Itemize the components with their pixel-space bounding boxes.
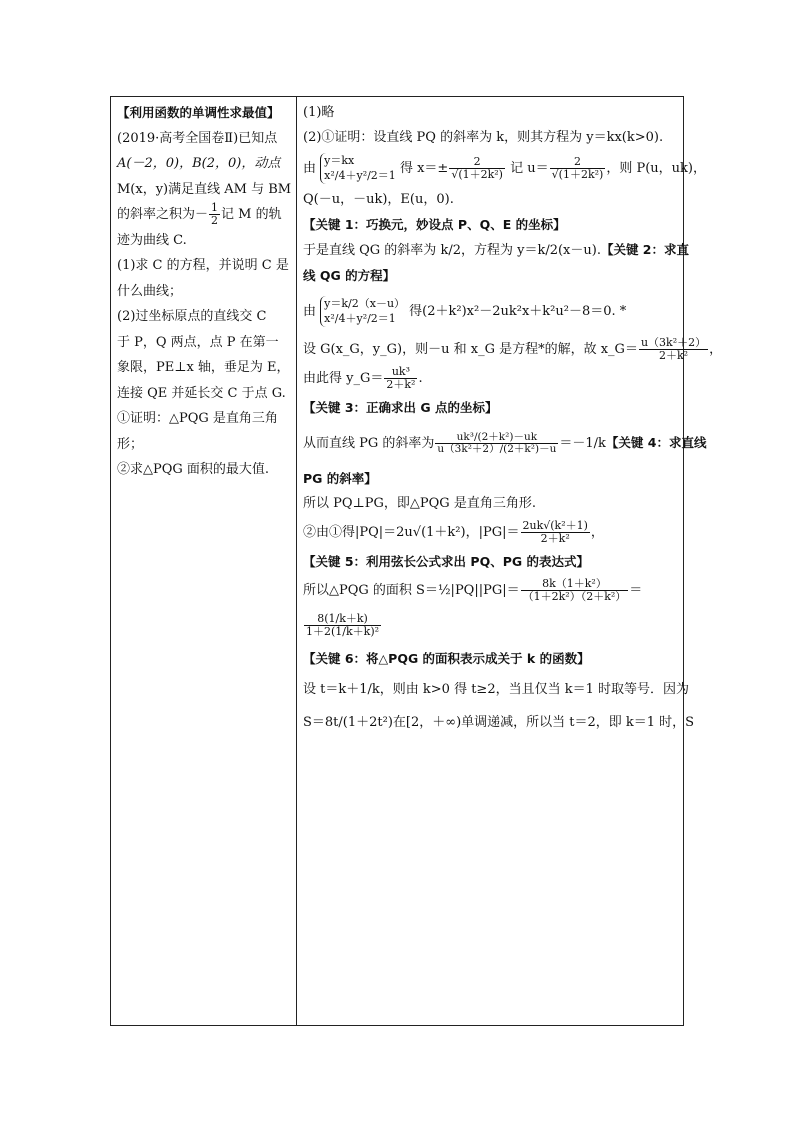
problem-line: 于 P，Q 两点，点 P 在第一	[117, 334, 279, 350]
solution-line: $\frac{8(1/k+k)}{\text{1＋2(1/k＋k)²}}$	[306, 612, 380, 638]
key-point: 【关键 4：求直线	[605, 434, 707, 450]
solution-line: 所以 PQ⊥PG，即△PQG 是直角三角形.	[303, 495, 536, 511]
problem-line: ①证明：△PQG 是直角三角	[117, 411, 278, 426]
solution-line: 于是直线 QG 的斜率为 k/2，方程为 y＝k/2(x－u).【关键 2：求直	[303, 241, 690, 258]
solution-line: 设 t＝k＋1/k，则由 k>0 得 t≥2，当且仅当 k＝1 时取等号．因为	[303, 681, 690, 697]
key-point: 【关键 6：将△PQG 的面积表示成关于 k 的函数】	[303, 650, 590, 666]
problem-line: A(－2，0)，B(2，0)，动点	[117, 156, 281, 171]
key-point: 【关键 3：正确求出 G 点的坐标】	[303, 399, 498, 415]
problem-text: 记 M 的轨	[221, 207, 282, 222]
problem-line: 什么曲线；	[117, 283, 183, 299]
key-point: 【关键 1：巧换元，妙设点 P、Q、E 的坐标】	[303, 216, 566, 232]
problem-line: 迹为曲线 C.	[117, 232, 187, 248]
solution-column	[303, 100, 723, 735]
key-point: 线 QG 的方程】	[303, 267, 396, 283]
solution-line: (2)①证明：设直线 PQ 的斜率为 k，则其方程为 y＝kx(k>0).	[303, 130, 664, 145]
solution-line: 由 y＝kx x²/4＋y²/2＝1 得 x＝± $\frac{2}{\text{√(1＋2k²)}}$ 记 u＝ $\frac{2}{\text{√(1＋2k²)}}$ ，则 P(u，uk)，	[303, 154, 706, 183]
problem-column	[117, 100, 295, 483]
solution-line: 由此得 y_G＝ $\frac{\text{uk³}}{\text{2＋k²}}$ .	[303, 365, 423, 391]
solution-line: (1)略	[303, 105, 335, 120]
key-point: 【关键 5：利用弦长公式求出 PQ、PG 的表达式】	[303, 553, 589, 569]
solution-line: 由 y＝k/2（x－u） x²/4＋y²/2＝1 得(2＋k²)x²－2uk²x＋k²u²－8＝0. *	[303, 296, 627, 326]
solution-line: 设 G(x_G，y_G)，则－u 和 x_G 是方程*的解，故 x_G＝ $\frac{\text{u（3k²＋2）}}{\text{2＋k²}}$ ，	[303, 336, 723, 362]
equation-system: y＝kx x²/4＋y²/2＝1	[320, 153, 396, 184]
solution-line: 所以△PQG 的面积 S＝½|PQ||PG|＝ $\frac{\text{8k（1＋k²）}}{\text{（1＋2k²）（2＋k²）}}$ ＝	[303, 577, 643, 603]
problem-text: 的斜率之积为－	[117, 207, 209, 222]
problem-line: ②求△PQG 面积的最大值.	[117, 462, 270, 477]
problem-table	[110, 96, 723, 1026]
problem-line: 形；	[117, 436, 144, 452]
problem-header: 【利用函数的单调性求最值】	[117, 105, 280, 120]
problem-line	[117, 202, 295, 228]
problem-line: (1)求 C 的方程，并说明 C 是	[117, 258, 289, 273]
solution-line: S＝8t/(1＋2t²)在[2，＋∞)单调递减，所以当 t＝2，即 k＝1 时，S	[303, 714, 695, 730]
problem-line: M(x，y)满足直线 AM 与 BM	[117, 181, 292, 197]
solution-line: Q(－u，－uk)，E(u，0).	[303, 191, 454, 207]
equation-system: y＝k/2（x－u） x²/4＋y²/2＝1	[320, 296, 405, 327]
solution-line: 从而直线 PG 的斜率为 $\frac{\text{uk³/(2＋k²)－uk}}{\text{u（3k²＋2）/(2＋k²)－u}}$ ＝－1/k【关键 4：求直线	[303, 430, 707, 455]
solution-line: ②由①得|PQ|＝2u√(1＋k²)，|PG|＝ $\frac{\text{2uk√(k²＋1)}}{\text{2＋k²}}$ ，	[303, 519, 604, 545]
problem-line: (2019·高考全国卷Ⅱ)已知点	[117, 130, 278, 146]
problem-line: 象限，PE⊥x 轴，垂足为 E，	[117, 360, 290, 375]
key-point: PG 的斜率】	[303, 470, 377, 486]
key-point: 【关键 2：求直	[600, 241, 690, 257]
column-divider	[296, 97, 297, 1025]
problem-line: 连接 QE 并延长交 C 于点 G.	[117, 385, 286, 401]
half-fraction: $\frac{1}{2}$	[211, 201, 219, 227]
problem-line: (2)过坐标原点的直线交 C	[117, 309, 267, 324]
